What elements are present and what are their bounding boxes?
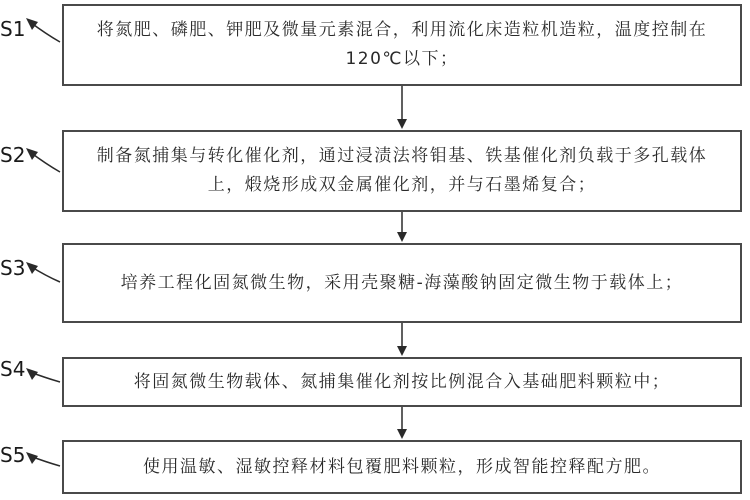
leader-s3: [30, 266, 60, 282]
leader-s4-head: [26, 368, 38, 380]
leader-s1-head: [26, 18, 38, 30]
step-text-s5: 使用温敏、湿敏控释材料包覆肥料颗粒，形成智能控释配方肥。: [143, 456, 661, 477]
step-label-s4: S4: [0, 357, 26, 381]
step-box-s5: [62, 440, 742, 494]
leader-s2: [30, 152, 60, 172]
leader-s1: [30, 22, 60, 42]
leader-s5-head: [26, 452, 38, 464]
step-box-s4: [62, 357, 742, 407]
step-text-s2: 制备氮捕集与转化催化剂，通过浸渍法将钼基、铁基催化剂负载于多孔载体上，煅烧形成双金属催化剂，并与石墨烯复合；: [96, 146, 708, 195]
step-box-s2: [62, 130, 742, 212]
step-label-s3: S3: [0, 256, 26, 280]
step-text-s3: 培养工程化固氮微生物，采用壳聚糖-海藻酸钠固定微生物于载体上；: [120, 272, 684, 293]
step-text-s4: 将固氮微生物载体、氮捕集催化剂按比例混合入基础肥料颗粒中；: [133, 371, 671, 392]
step-text-s1: 将氮肥、磷肥、钾肥及微量元素混合，利用流化床造粒机造粒，温度控制在120℃以下；: [96, 20, 708, 69]
step-label-s1: S1: [0, 17, 26, 41]
step-box-s1: [62, 4, 742, 86]
step-label-s2: S2: [0, 143, 26, 167]
leader-s3-head: [26, 262, 38, 274]
leader-s5: [30, 456, 60, 466]
leader-s2-head: [26, 148, 38, 160]
step-label-s5: S5: [0, 443, 26, 467]
leader-s4: [30, 372, 60, 382]
step-box-s3: [62, 243, 742, 323]
